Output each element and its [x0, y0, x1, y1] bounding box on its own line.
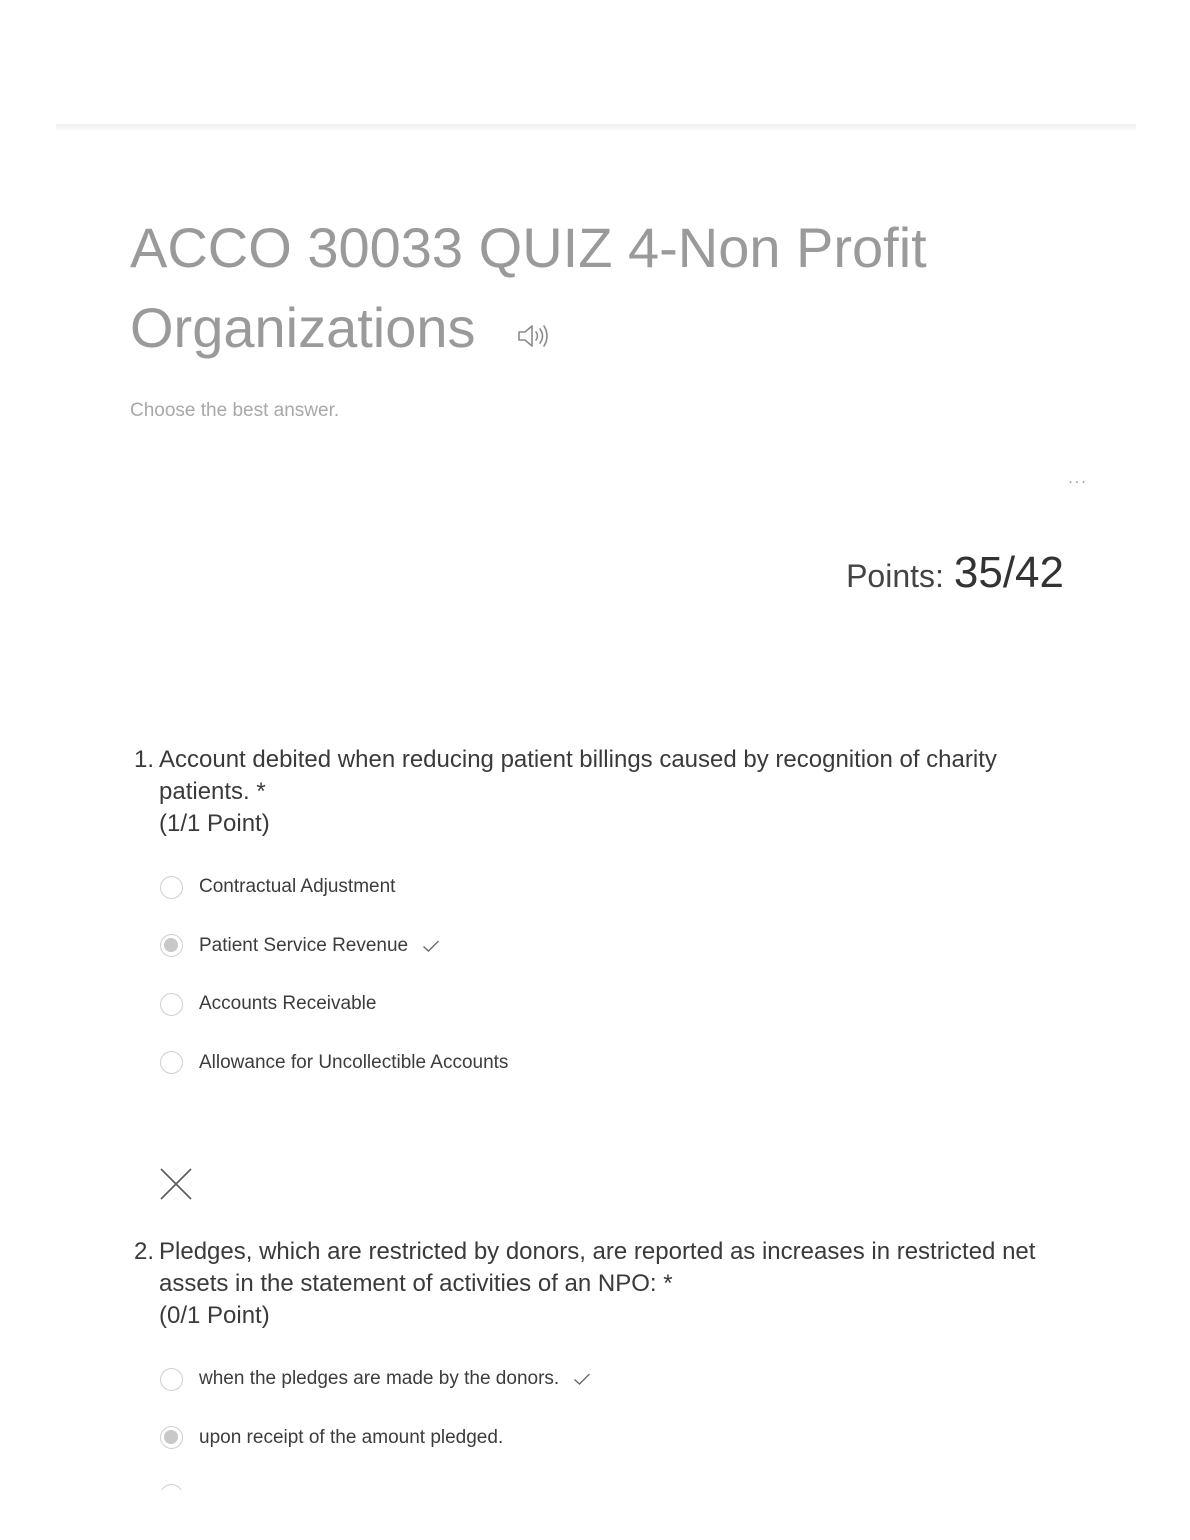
answer-option[interactable] — [160, 1366, 1064, 1392]
radio-button-partial[interactable] — [160, 1484, 183, 1490]
option-label: upon receipt of the amount pledged. — [199, 1426, 504, 1448]
more-options-button[interactable]: ... — [1068, 470, 1088, 487]
question-1 — [134, 744, 1064, 1108]
answer-option-selected[interactable] — [160, 1425, 1064, 1451]
question-number: 2. — [134, 1238, 155, 1265]
option-label: Allowance for Uncollectible Accounts — [199, 1051, 509, 1073]
form-description: Choose the best answer. — [130, 400, 340, 421]
speaker-icon[interactable] — [516, 321, 550, 351]
radio-button[interactable] — [160, 876, 183, 899]
option-label: Patient Service Revenue — [199, 934, 409, 956]
answer-option[interactable] — [160, 991, 1064, 1017]
radio-button[interactable] — [160, 993, 183, 1016]
radio-button[interactable] — [160, 1051, 183, 1074]
radio-button[interactable] — [160, 1368, 183, 1391]
radio-button-selected[interactable] — [160, 1426, 183, 1449]
check-icon — [422, 939, 440, 953]
points-value: 35/42 — [953, 548, 1064, 597]
answer-options — [134, 874, 1064, 1076]
question-header — [134, 1236, 1064, 1332]
option-label: when the pledges are made by the donors. — [199, 1368, 560, 1389]
answer-option-selected[interactable] — [160, 933, 1064, 959]
question-text: Account debited when reducing patient billings caused by recognition of charity patients. * — [159, 746, 997, 805]
header-divider — [56, 124, 1136, 130]
question-points: (1/1 Point) — [159, 810, 270, 837]
question-2 — [134, 1236, 1064, 1483]
form-title-block — [130, 208, 1030, 368]
answer-option[interactable] — [160, 874, 1064, 900]
answer-option[interactable] — [160, 1050, 1064, 1076]
question-number: 1. — [134, 746, 155, 773]
radio-button-selected[interactable] — [160, 934, 183, 957]
points-summary — [846, 548, 1064, 598]
points-label: Points: — [846, 558, 944, 594]
form-title: ACCO 30033 QUIZ 4-Non Profit Organizations — [130, 216, 927, 359]
x-icon — [158, 1166, 194, 1202]
check-icon — [573, 1372, 591, 1386]
question-header — [134, 744, 1064, 840]
question-points: (0/1 Point) — [159, 1302, 270, 1329]
answer-options — [134, 1366, 1064, 1451]
question-text: Pledges, which are restricted by donors, are reported as increases in restricted net assets in the statement of activities of an NPO: * — [159, 1238, 1036, 1297]
option-label: Contractual Adjustment — [199, 876, 396, 897]
option-label: Accounts Receivable — [199, 993, 377, 1014]
